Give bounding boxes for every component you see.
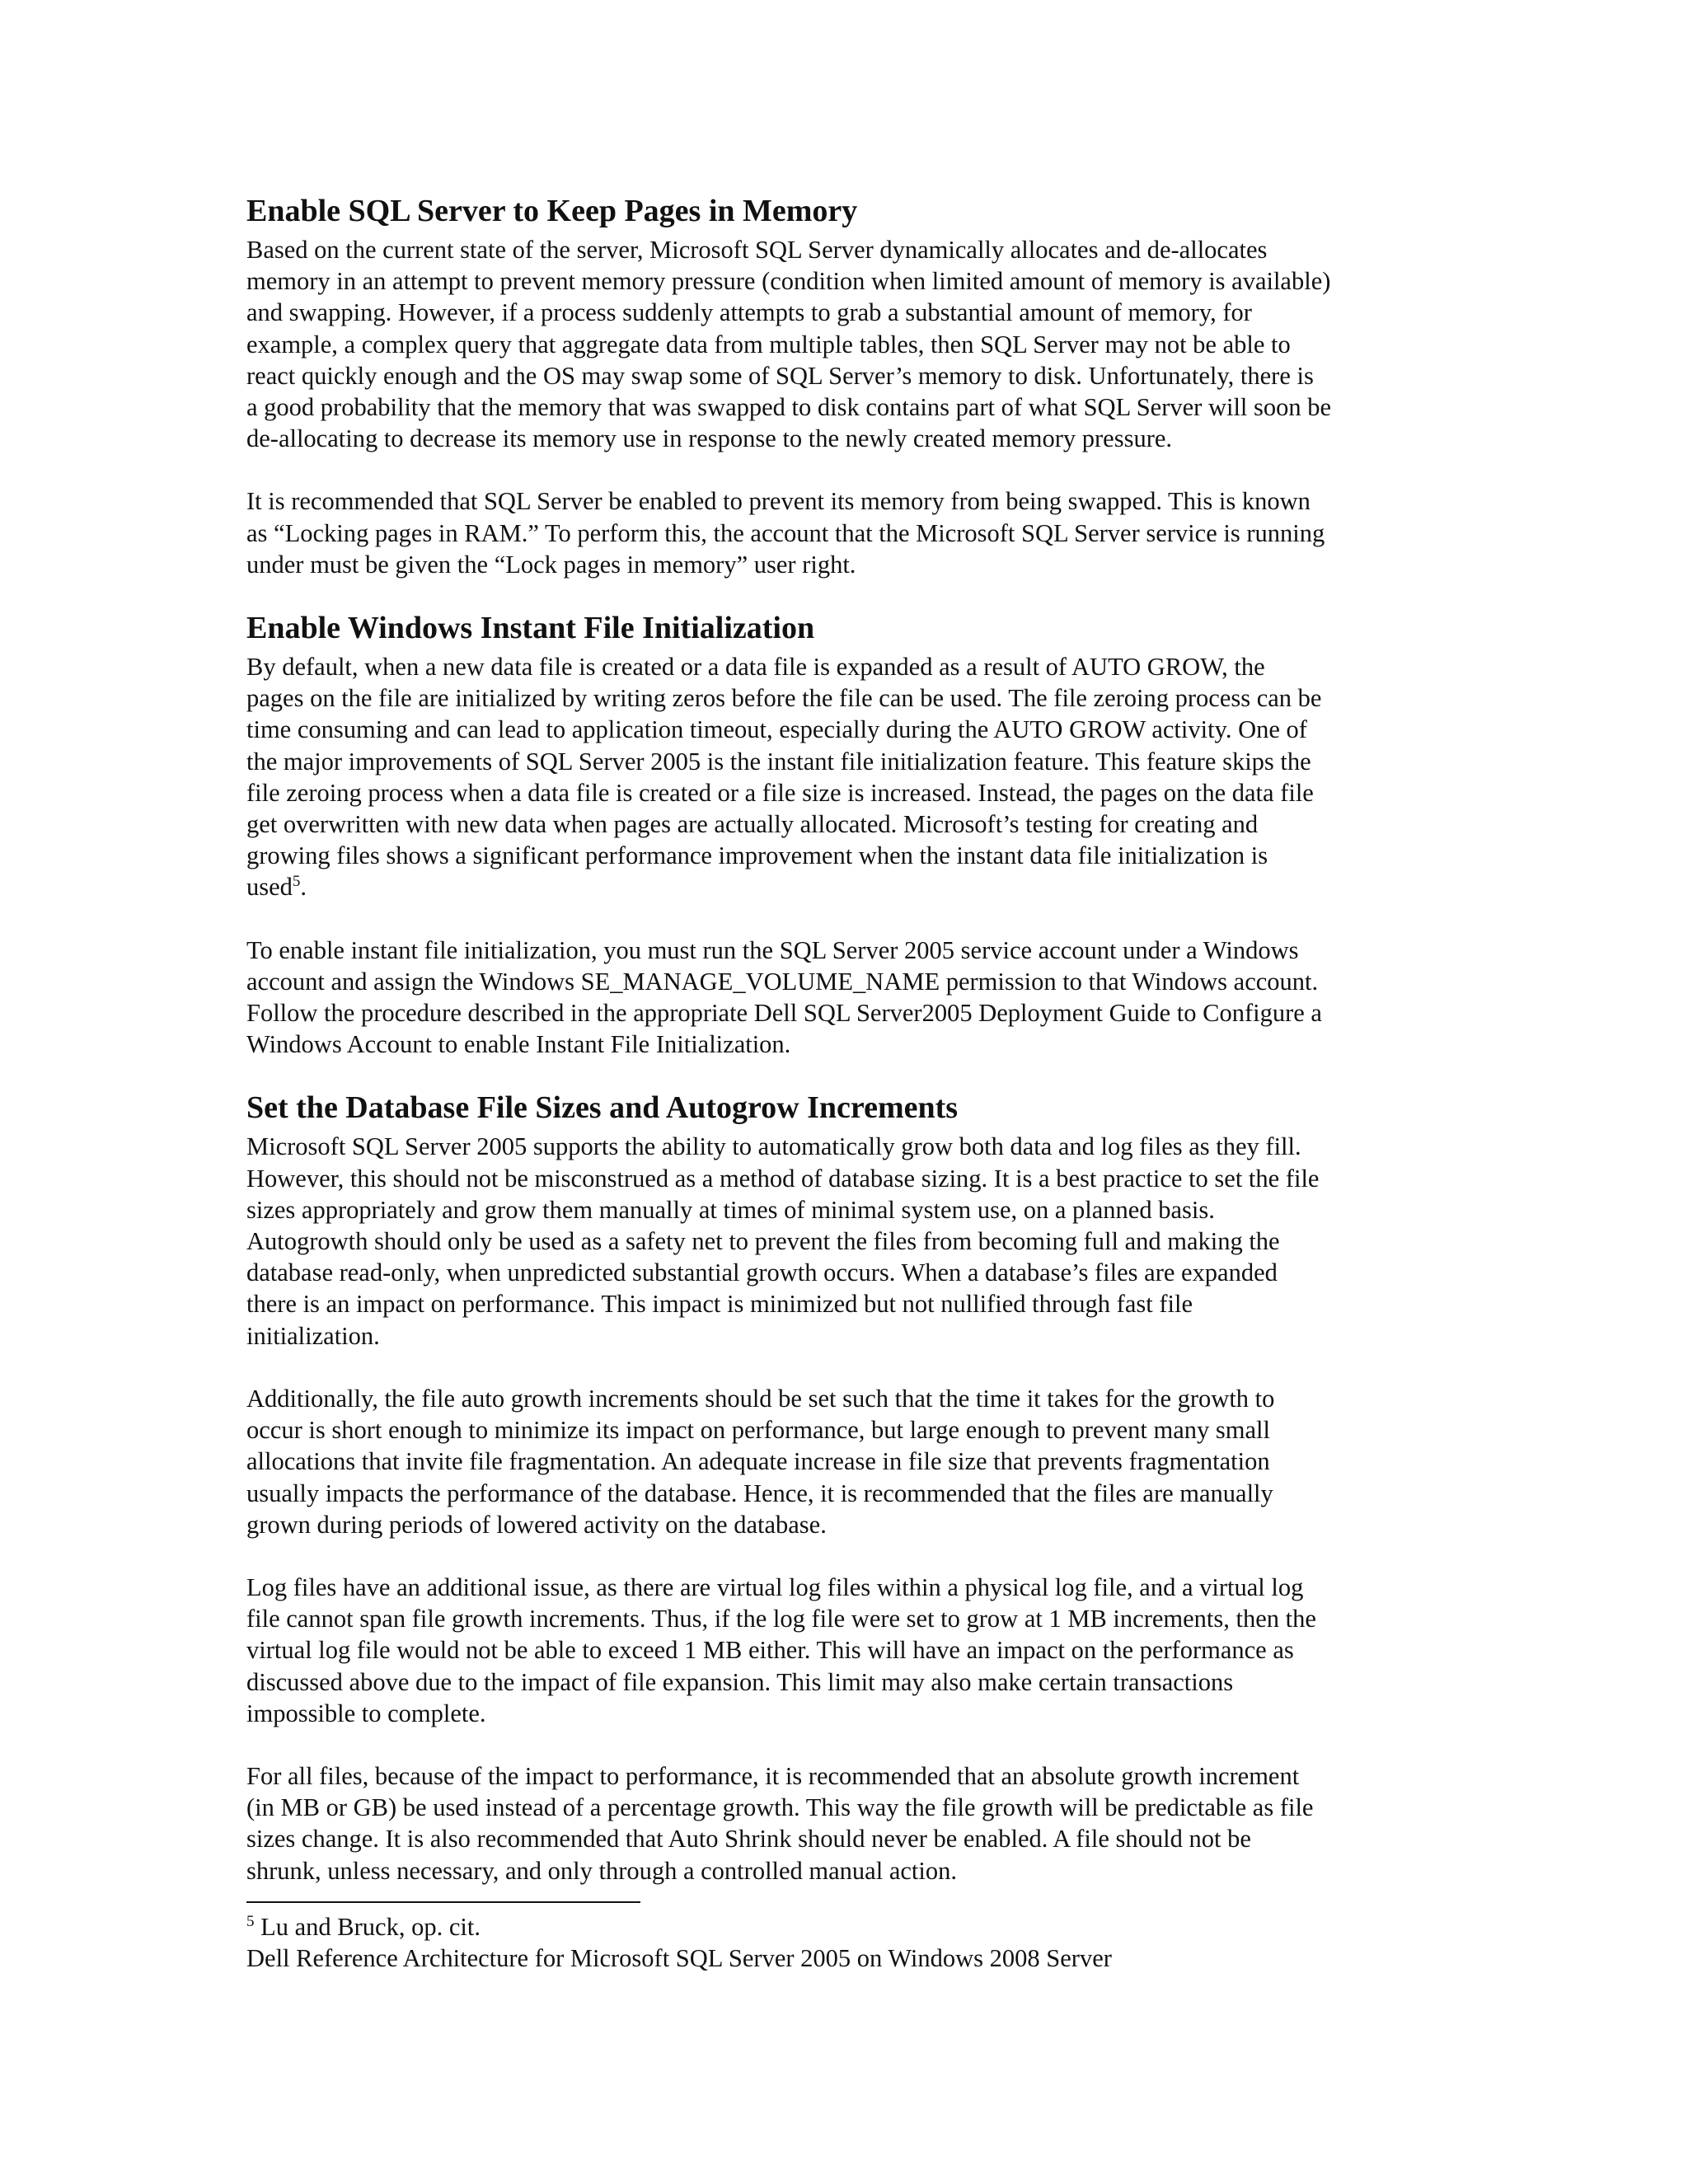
- paragraph-text: By default, when a new data file is created or a data file is expanded as a result of AUTO GROW, the pages on the file are initialized by writing zeros before the file can be used. The file zeroing process can be time consuming and can lead to application timeout, especially during the AUTO GROW activity. One of the major improvements of SQL Server 2005 is the instant file initialization feature. This feature skips the file zeroing process when a data file is created or a file size is increased. Instead, the pages on the data file get overwritten with new data when pages are actually allocated. Microsoft’s testing for creating and growing files shows a significant performance improvement when the instant data file initialization is used: [246, 653, 1322, 902]
- body-paragraph: Log files have an additional issue, as there are virtual log files within a physical log file, and a virtual log file cannot span file growth increments. Thus, if the log file were set to grow at 1 MB increments, then the virtual log file would not be able to exceed 1 MB either. This will have an impact on the performance as discussed above due to the impact of file expansion. This limit may also make certain transactions impossible to complete.: [246, 1572, 1316, 1727]
- section-keep-pages-in-memory: [246, 191, 1450, 580]
- body-paragraph: Microsoft SQL Server 2005 supports the ability to automatically grow both data and log files as they fill. However, this should not be misconstrued as a method of database sizing. It is a best practice to set the file sizes appropriately and grow them manually at times of minimal system use, on a planned basis. Autogrowth should only be used as a safety net to prevent the files from becoming full and making the database read-only, when unpredicted substantial growth occurs. When a database’s files are expanded there is an impact on performance. This impact is minimized but not nullified through fast file initialization.: [246, 1132, 1320, 1350]
- footnote-reference: 5: [292, 873, 301, 891]
- footnote-text: Lu and Bruck, op. cit.: [254, 1912, 481, 1941]
- body-paragraph: Based on the current state of the server, Microsoft SQL Server dynamically allocates and de-allocates memory in an attempt to prevent memory pressure (condition when limited amount of memory is available) and swapping. However, if a process suddenly attempts to grab a substantial amount of memory, for example, a complex query that aggregate data from multiple tables, then SQL Server may not be able to react quickly enough and the OS may swap some of SQL Server’s memory to disk. Unfortunately, there is a good probability that the memory that was swapped to disk contains part of what SQL Server will soon be de-allocating to decrease its memory use in response to the newly created memory pressure.: [246, 236, 1332, 453]
- body-paragraph: Additionally, the file auto growth increments should be set such that the time it takes for the growth to occur is short enough to minimize its impact on performance, but large enough to prevent many small allocations that invite file fragmentation. An adequate increase in file size that prevents fragmentation usually impacts the performance of the database. Hence, it is recommended that the files are manually grown during periods of lowered activity on the database.: [246, 1384, 1275, 1539]
- body-paragraph: It is recommended that SQL Server be enabled to prevent its memory from being swapped. This is known as “Locking pages in RAM.” To perform this, the account that the Microsoft SQL Server service is running under must be given the “Lock pages in memory” user right.: [246, 487, 1325, 579]
- body-paragraph: [246, 651, 1450, 903]
- section-instant-file-initialization: [246, 608, 1450, 1060]
- section-heading: Set the Database File Sizes and Autogrow Increments: [246, 1090, 959, 1126]
- paragraph-text-end: .: [300, 873, 307, 902]
- body-paragraph: To enable instant file initialization, you must run the SQL Server 2005 service account under a Windows account and assign the Windows SE_MANAGE_VOLUME_NAME permission to that Windows account. Follow the procedure described in the appropriate Dell SQL Server2005 Deployment Guide to Configure a Windows Account to enable Instant File Initialization.: [246, 935, 1322, 1059]
- footnote: [246, 1911, 1450, 1943]
- page-footer: Dell Reference Architecture for Microsoft SQL Server 2005 on Windows 2008 Server: [246, 1943, 1112, 1972]
- section-heading: Enable SQL Server to Keep Pages in Memory: [246, 194, 858, 228]
- section-heading: Enable Windows Instant File Initialization: [246, 611, 815, 646]
- footnote-number: 5: [246, 1912, 255, 1930]
- section-file-sizes-autogrow: [246, 1088, 1450, 1886]
- footnote-separator: [246, 1901, 640, 1903]
- body-paragraph: For all files, because of the impact to performance, it is recommended that an absolute growth increment (in MB or GB) be used instead of a percentage growth. This way the file growth will be predictable as file sizes change. It is also recommended that Auto Shrink should never be enabled. A file should not be shrunk, unless necessary, and only through a controlled manual action.: [246, 1761, 1314, 1885]
- document-page: [246, 191, 1450, 1974]
